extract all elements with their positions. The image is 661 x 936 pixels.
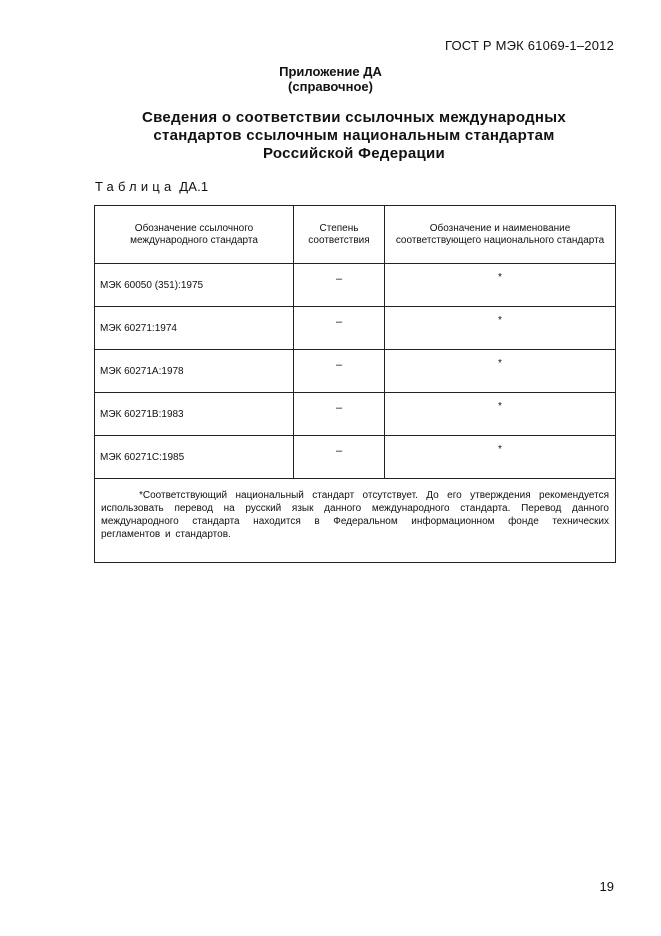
standard-cell: МЭК 60271С:1985: [95, 436, 294, 479]
national-cell: *: [385, 307, 616, 350]
appendix-kind: (справочное): [288, 79, 373, 94]
table-row: [95, 264, 616, 307]
degree-cell: –: [294, 393, 385, 436]
table-header-row: [95, 206, 616, 264]
table-row: [95, 393, 616, 436]
table-caption-word: Таблица: [95, 179, 176, 194]
correspondence-table: [94, 205, 616, 563]
document-code: ГОСТ Р МЭК 61069-1–2012: [444, 38, 614, 53]
table-caption-number: ДА.1: [179, 179, 209, 194]
degree-cell: –: [294, 307, 385, 350]
title-line-3: Российской Федерации: [262, 145, 446, 162]
table-footnote-cell: [95, 479, 616, 563]
degree-cell: –: [294, 436, 385, 479]
table-row: [95, 307, 616, 350]
standard-cell: МЭК 60271А:1978: [95, 350, 294, 393]
title-line-2: стандартов ссылочным национальным стандартам: [153, 127, 555, 144]
header-international-standard: Обозначение ссылочного международного стандарта: [95, 206, 294, 264]
national-cell: *: [385, 436, 616, 479]
standard-cell: МЭК 60271В:1983: [95, 393, 294, 436]
table-caption: [95, 179, 208, 194]
header-degree-of-conformity: Степень соответствия: [294, 206, 385, 264]
national-cell: *: [385, 350, 616, 393]
page-number: 19: [599, 879, 614, 894]
table-row: [95, 436, 616, 479]
appendix-label: Приложение ДА: [279, 64, 382, 79]
degree-cell: –: [294, 350, 385, 393]
standard-cell: МЭК 60050 (351):1975: [95, 264, 294, 307]
national-cell: *: [385, 264, 616, 307]
header-national-standard: Обозначение и наименование соответствующего национального стандарта: [385, 206, 616, 264]
table-footnote: *Соответствующий национальный стандарт отсутствует. До его утверждения рекомендуется использовать перевод на русский язык данного международного стандарта. Перевод данного международного стандарта находится в Федеральном информационном фонде технических регламентов и стандартов.: [101, 490, 609, 540]
national-cell: *: [385, 393, 616, 436]
appendix-heading: [0, 64, 661, 94]
title-line-1: Сведения о соответствии ссылочных международных: [141, 109, 567, 126]
degree-cell: –: [294, 264, 385, 307]
table-footnote-row: [95, 479, 616, 563]
appendix-title: [100, 109, 608, 163]
standard-cell: МЭК 60271:1974: [95, 307, 294, 350]
table-row: [95, 350, 616, 393]
